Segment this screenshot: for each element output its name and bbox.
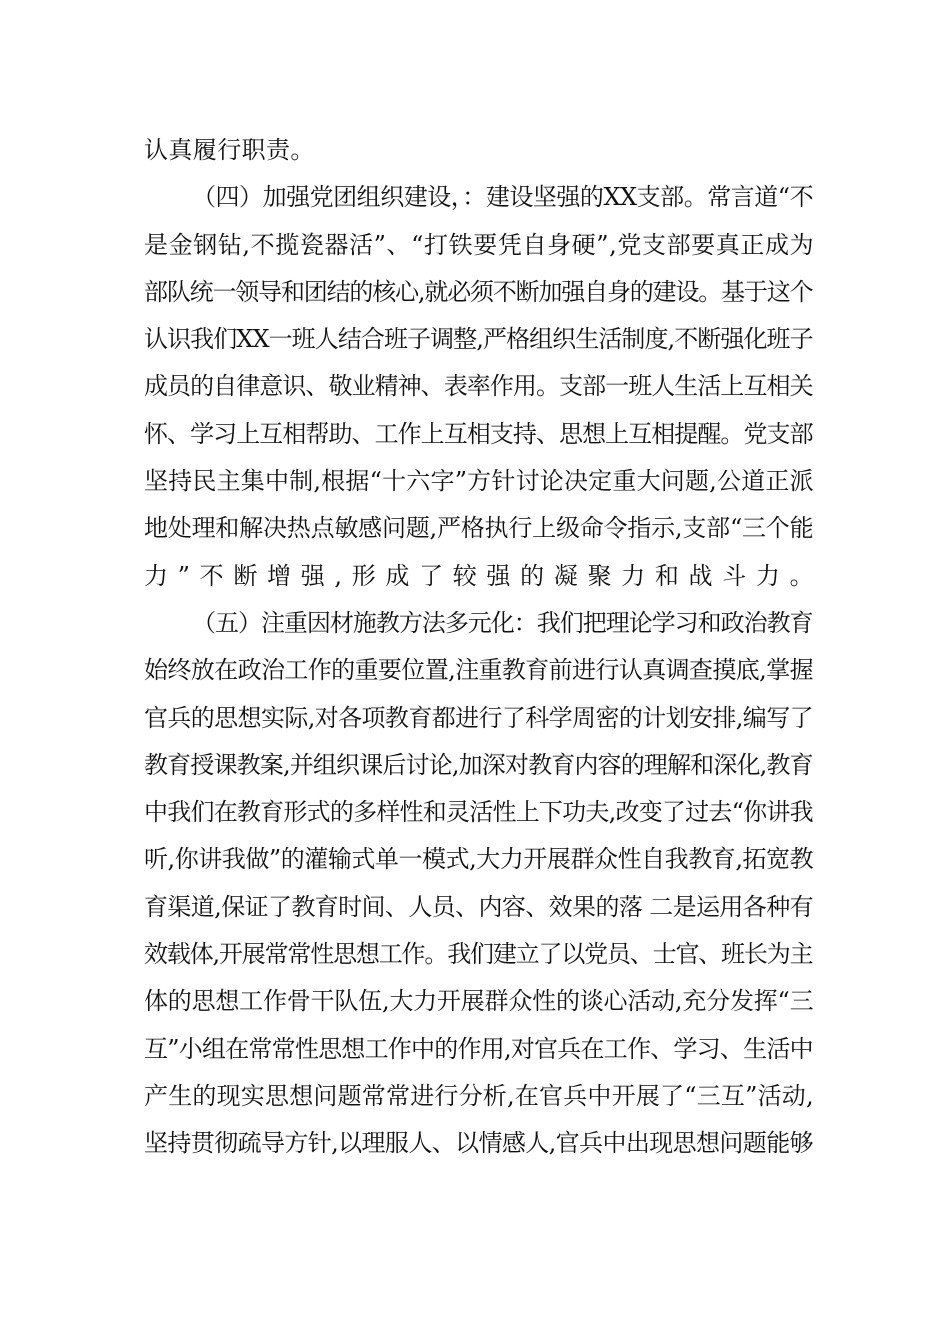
text-line: 坚持贯彻疏导方针,以理服人、以情感人,官兵中出现思想问题能够: [144, 1129, 813, 1158]
text-line: 地处理和解决热点敏感问题,严格执行上级命令指示,支部“三个能: [144, 514, 814, 543]
text-line: 效载体,开展常常性思想工作。我们建立了以党员、士官、班长为主: [144, 940, 813, 969]
text-line: 怀、学习上互相帮助、工作上互相支持、思想上互相提醒。党支部: [144, 419, 813, 448]
text-line: 始终放在政治工作的重要位置,注重教育前进行认真调查摸底,掌握: [144, 656, 813, 685]
document-body: [144, 127, 824, 1168]
text-line: 教育授课教案,并组织课后讨论,加深对教育内容的理解和深化,教育: [144, 750, 813, 779]
text-line: 坚持民主集中制,根据“十六字”方针讨论决定重大问题,公道正派: [144, 467, 814, 496]
text-line: 是金钢钻,不揽瓷器活”、“打铁要凭自身硬”,党支部要真正成为: [144, 230, 815, 259]
text-line: 产生的现实思想问题常常进行分析,在官兵中开展了“三互”活动,: [144, 1081, 814, 1110]
text-line: 听,你讲我做”的灌输式单一模式,大力开展群众性自我教育,拓宽教: [144, 845, 814, 874]
text-line: 部队统一领导和团结的核心,就必须不断加强自身的建设。基于这个: [144, 277, 813, 306]
text-line: 官兵的思想实际,对各项教育都进行了科学周密的计划安排,编写了: [144, 703, 813, 732]
text-line: 中我们在教育形式的多样性和灵活性上下功夫,改变了过去“你讲我: [144, 798, 813, 827]
text-line: 力”不断增强,形成了较强的凝聚力和战斗力。: [144, 561, 824, 590]
text-line: 互”小组在常常性思想工作中的作用,对官兵在工作、学习、生活中: [144, 1034, 813, 1063]
text-line: 育渠道,保证了教育时间、人员、内容、效果的落 二是运用各种有: [144, 892, 813, 921]
text-line: （四）加强党团组织建设，：建设坚强的XX支部。常言道“不: [192, 183, 814, 212]
text-line: （五）注重因材施教方法多元化：我们把理论学习和政治教育: [192, 608, 813, 637]
text-line: 成员的自律意识、敬业精神、表率作用。支部一班人生活上互相关: [144, 372, 813, 401]
text-line: 认识我们XX一班人结合班子调整,严格组织生活制度,不断强化班子: [144, 325, 813, 354]
text-line: 体的思想工作骨干队伍,大力开展群众性的谈心活动,充分发挥“三: [144, 987, 814, 1016]
text-line: 认真履行职责。: [144, 136, 315, 164]
